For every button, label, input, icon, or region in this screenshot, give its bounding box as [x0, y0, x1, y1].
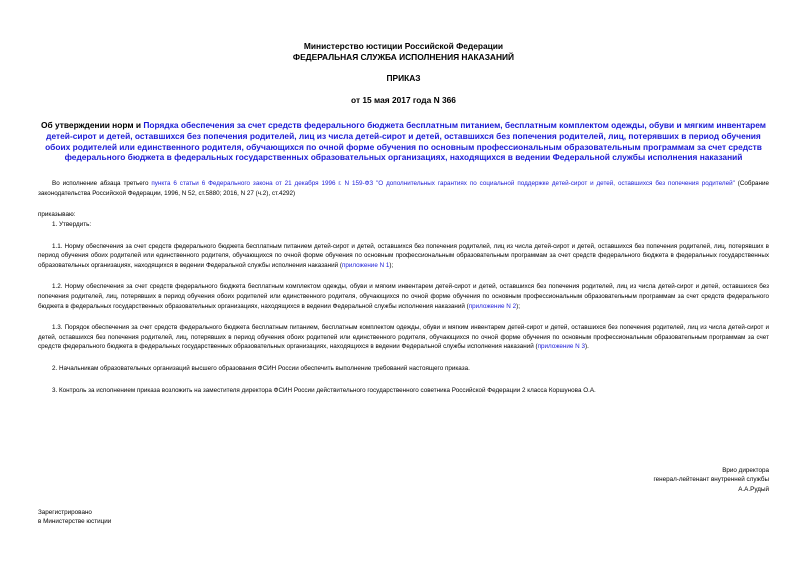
item-3: 3. Контроль за исполнением приказа возложить на заместителя директора ФСИН России действительного государственного советника Российской Федерации 2 класса Коршунова О.А. — [52, 386, 596, 394]
registration-line-2: в Министерстве юстиции — [38, 518, 112, 526]
document-type: ПРИКАЗ — [386, 73, 421, 83]
document-body — [38, 179, 769, 395]
document-title — [38, 120, 769, 163]
appendix-1-link[interactable]: приложение N 1 — [342, 261, 390, 269]
item-1-2 — [38, 282, 769, 311]
signature-block — [653, 466, 769, 494]
ministry-name: Министерство юстиции Российской Федерации — [303, 41, 504, 51]
service-name: ФЕДЕРАЛЬНАЯ СЛУЖБА ИСПОЛНЕНИЯ НАКАЗАНИЙ — [292, 51, 515, 62]
law-link[interactable]: пункта 6 статьи 6 Федерального закона от 21 декабря 1996 г. N 159-ФЗ "О дополнительных гарантиях по социальной поддержке детей-сирот и детей, оставшихся без попечения родителей" — [151, 180, 735, 188]
preamble-text-2: (Собрание законодательства Российской Федерации, 1996, N 52, ст.5880; 2016, N 27 (ч.2), ст.4292) — [38, 180, 769, 197]
registration-line-1: Зарегистрировано — [38, 509, 92, 516]
title-link[interactable]: Порядка обеспечения за счет средств федерального бюджета бесплатным питанием, бесплатным комплектом одежды, обуви и мягким инвентарем детей-сирот и детей, оставшихся без попечения родителей, лиц из числа детей-сирот и детей, оставшихся без попечения родителей, лиц, потерявших в период обучения обоих родителей или единственного родителя, обучающихся по очной форме обучения по основным профессиональным образовательным программам за счет средств федерального бюджета в федеральных государственных образовательных организациях, находящихся в ведении Федеральной службы исполнения наказаний — [45, 120, 766, 163]
preamble-text-1: Во исполнение абзаца третьего — [52, 180, 152, 188]
signature-name: А.А.Рудый — [738, 485, 769, 493]
item-1-2-text: 1.2. Норму обеспечения за счет средств федерального бюджета бесплатным комплектом одежды, обуви и мягким инвентарем детей-сирот и детей, оставшихся без попечения родителей, лиц из числа детей-сирот и детей, оставшихся без попечения родителей, лиц, потерявших в период обучения обоих родителей или единственного родителя, обучающихся по очной форме обучения по основным профессиональным образовательным программам за счет средств федерального бюджета в федеральных государственных образовательных организациях, находящихся в ведении Федеральной службы исполнения наказаний ( — [38, 283, 769, 310]
item-1-3-text: 1.3. Порядок обеспечения за счет средств федерального бюджета бесплатным питанием, бесплатным комплектом одежды, обуви и мягким инвентарем детей-сирот и детей, оставшихся без попечения родителей, лиц из числа детей-сирот и детей, оставшихся без попечения родителей, лиц, потерявших в период обучения обоих родителей или единственного родителя, обучающихся по очной форме обучения по основным профессиональным образовательным программам за счет средств федерального бюджета в федеральных государственных образовательных организациях, находящихся в ведении Федеральной службы исполнения наказаний ( — [38, 324, 769, 351]
appendix-2-link[interactable]: приложение N 2 — [468, 302, 517, 310]
document-date: от 15 мая 2017 года N 366 — [351, 94, 456, 105]
title-prefix: Об утверждении норм и — [41, 120, 144, 130]
item-1-2-end: ); — [516, 302, 520, 310]
item-1-1-end: ); — [389, 261, 394, 269]
item-1-1-text: 1.1. Норму обеспечения за счет средств федерального бюджета бесплатным питанием детей-сирот и детей, оставшихся без попечения родителей, лиц из числа детей-сирот и детей, оставшихся без попечения родителей, лиц, потерявших в период обучения обоих родителей или единственного родителя, обучающихся по очной форме обучения по основным профессиональным образовательным программам за счет средств федерального бюджета в федеральных государственных образовательных организациях, находящихся в ведении Федеральной службы исполнения наказаний ( — [38, 242, 769, 269]
appendix-3-link[interactable]: приложение N 3 — [537, 343, 585, 351]
item-1-3 — [38, 323, 769, 352]
item-1-3-end: ). — [584, 343, 589, 351]
registration-block — [38, 508, 111, 527]
signature-rank: генерал-лейтенант внутренней службы — [653, 476, 769, 484]
preamble-paragraph — [38, 179, 769, 198]
order-word: приказываю: — [38, 211, 76, 219]
signature-position: Врио директора — [722, 467, 769, 474]
item-1: 1. Утвердить: — [52, 220, 92, 228]
item-1-1 — [38, 242, 769, 271]
item-2: 2. Начальникам образовательных организаций высшего образования ФСИН России обеспечить выполнение требований настоящего приказа. — [52, 364, 470, 372]
